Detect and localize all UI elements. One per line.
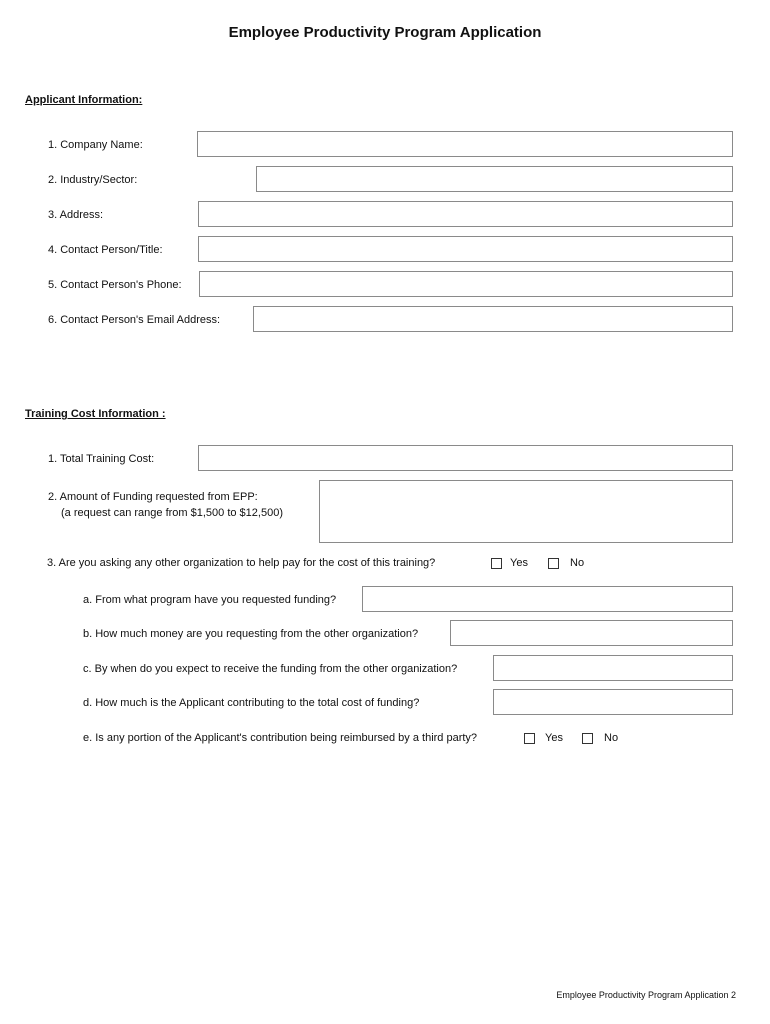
training-section-heading: Training Cost Information :: [25, 408, 166, 420]
q3b-amount-label: b. How much money are you requesting from the other organization?: [83, 628, 419, 640]
page-title: Employee Productivity Program Application: [228, 24, 542, 41]
funding-amount-label: 2. Amount of Funding requested from EPP:: [48, 491, 258, 503]
industry-sector-label: 2. Industry/Sector:: [48, 174, 138, 186]
q3-yes-label: Yes: [510, 557, 528, 569]
funding-amount-field[interactable]: [319, 480, 733, 543]
contact-phone-field[interactable]: [199, 271, 733, 297]
page-footer: Employee Productivity Program Application 2: [556, 990, 736, 1000]
q3c-date-field[interactable]: [493, 655, 733, 681]
contact-email-label: 6. Contact Person's Email Address:: [48, 314, 221, 326]
q3a-program-label: a. From what program have you requested funding?: [83, 594, 337, 606]
q3-no-label: No: [570, 557, 585, 569]
contact-phone-label: 5. Contact Person's Phone:: [48, 279, 182, 291]
q3c-date-label: c. By when do you expect to receive the funding from the other organization?: [83, 663, 458, 675]
q3d-contribution-field[interactable]: [493, 689, 733, 715]
total-training-cost-label: 1. Total Training Cost:: [48, 453, 155, 465]
q3a-program-field[interactable]: [362, 586, 733, 612]
company-name-label: 1. Company Name:: [48, 139, 143, 151]
q3b-amount-field[interactable]: [450, 620, 733, 646]
contact-email-field[interactable]: [253, 306, 733, 332]
company-name-field[interactable]: [197, 131, 733, 157]
contact-person-title-label: 4. Contact Person/Title:: [48, 244, 163, 256]
address-label: 3. Address:: [48, 209, 104, 221]
address-field[interactable]: [198, 201, 733, 227]
q3-other-organization-label: 3. Are you asking any other organization to help pay for the cost of this training?: [47, 557, 436, 569]
applicant-section-heading: Applicant Information:: [25, 94, 143, 106]
q3d-contribution-label: d. How much is the Applicant contributing to the total cost of funding?: [83, 697, 420, 709]
q3e-no-label: No: [604, 732, 619, 744]
q3e-reimbursed-label: e. Is any portion of the Applicant's contribution being reimbursed by a third party?: [83, 732, 478, 744]
q3e-yes-label: Yes: [545, 732, 563, 744]
q3-yes-checkbox[interactable]: [491, 558, 502, 569]
industry-sector-field[interactable]: [256, 166, 733, 192]
funding-range-note: (a request can range from $1,500 to $12,500): [61, 507, 283, 519]
q3e-no-checkbox[interactable]: [582, 733, 593, 744]
q3-no-checkbox[interactable]: [548, 558, 559, 569]
q3e-yes-checkbox[interactable]: [524, 733, 535, 744]
total-training-cost-field[interactable]: [198, 445, 733, 471]
contact-person-title-field[interactable]: [198, 236, 733, 262]
